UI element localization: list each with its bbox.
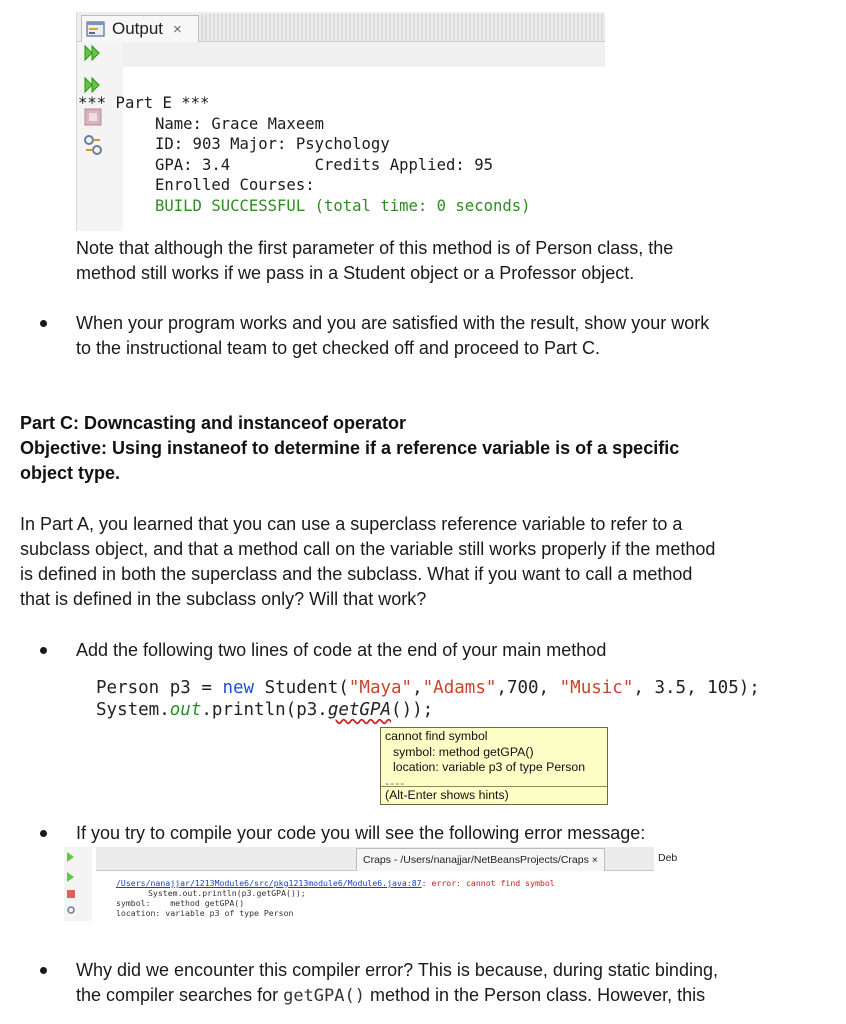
bullet-why-text: method in the Person class. However, this (364, 985, 706, 1005)
console-line-5: Enrolled Courses: (155, 176, 315, 194)
console-build-line (155, 196, 531, 217)
code-text: Student( (254, 678, 349, 698)
code-text: .println(p3. (201, 700, 328, 720)
code-error-method: getGPA (327, 700, 392, 720)
code-string: "Music" (559, 678, 634, 698)
part-c-title: Part C: Downcasting and instanceof operator (20, 413, 407, 433)
tab-debugger[interactable]: Deb (658, 852, 678, 864)
bullet-why-line-2 (76, 983, 718, 1009)
tooltip-symbol: symbol: method getGPA() (393, 744, 534, 759)
output2-tab-bar (96, 847, 678, 871)
console-line-2: Name: Grace Maxeem (155, 114, 324, 133)
code-line-2 (96, 699, 433, 721)
bullet-dot (40, 647, 47, 654)
output-header-strip (123, 42, 605, 67)
code-line-1 (96, 677, 760, 699)
bullet-checkoff-line-1: When your program works and you are satisfied with the result, show your work (76, 313, 710, 333)
code-text: , (412, 678, 423, 698)
rerun-icon[interactable] (66, 871, 76, 883)
code-text: , 3.5, 105); (633, 678, 760, 698)
error-code-line: System.out.println(p3.getGPA()); (148, 888, 306, 898)
error-file-link[interactable]: /Users/nanajjar/1213Module6/src/pkg1213module6/Module6.java:87 (116, 878, 422, 888)
code-field: out (169, 700, 202, 720)
note-paragraph (76, 236, 673, 286)
code-text: System. (96, 700, 170, 720)
part-a-line-3: is defined in both the superclass and the subclass. What if you want to call a method (20, 564, 693, 584)
rerun-icon[interactable] (82, 42, 104, 64)
error-location-line: location: variable p3 of type Person (116, 908, 294, 918)
tooltip-message: cannot find symbol (385, 729, 488, 743)
close-icon[interactable]: × (173, 20, 182, 38)
part-c-objective-line-1: Objective: Using instaneof to determine if a reference variable is of a specific (20, 438, 680, 458)
stop-icon[interactable] (66, 889, 76, 899)
bullet-compile-error: If you try to compile your code you will see the following error message: (76, 823, 646, 843)
bullet-dot (40, 967, 47, 974)
bullet-dot (40, 830, 47, 837)
tab-bar-background (201, 14, 605, 41)
part-a-line-1: In Part A, you learned that you can use a superclass reference variable to refer to a (20, 514, 683, 534)
bullet-dot (40, 320, 47, 327)
part-a-paragraph (20, 512, 715, 612)
part-a-line-2: subclass object, and that a method call on the variable still works properly if the method (20, 539, 716, 559)
error-tooltip (380, 727, 608, 805)
tooltip-hint[interactable]: (Alt-Enter shows hints) (381, 786, 607, 804)
output-window-icon (86, 20, 106, 38)
tab-output-label: Output (112, 19, 164, 38)
console-line-4: GPA: 3.4 Credits Applied: 95 (155, 155, 493, 174)
settings-icon[interactable] (82, 134, 104, 156)
settings-icon[interactable] (66, 905, 76, 915)
bullet-checkoff (76, 311, 709, 361)
error-line-1 (116, 878, 555, 888)
code-text: ()); (391, 700, 434, 720)
bullet-why-line-1: Why did we encounter this compiler error? This is because, during static binding, (76, 960, 718, 980)
error-symbol-line: symbol: method getGPA() (116, 898, 245, 908)
tooltip-separator: ---- (385, 775, 406, 790)
note-line-1: Note that although the first parameter of this method is of Person class, the (76, 238, 674, 258)
error-message: : error: cannot find symbol (421, 878, 555, 888)
bullet-checkoff-line-2: to the instructional team to get checked off and proceed to Part C. (76, 338, 600, 358)
bullet-why-text: the compiler searches for (76, 985, 284, 1005)
build-successful-text: BUILD SUCCESSFUL (total time: 0 seconds) (155, 196, 531, 215)
code-string: "Adams" (422, 678, 497, 698)
output2-side-toolbar (64, 847, 92, 921)
bullet-add-code: Add the following two lines of code at the end of your main method (76, 640, 607, 660)
console-line-1: *** Part E *** (78, 94, 210, 112)
part-c-objective-line-2: object type. (20, 463, 121, 483)
bullet-why (76, 958, 718, 1009)
console-line-3: ID: 903 Major: Psychology (155, 135, 390, 153)
rerun-icon[interactable] (66, 851, 76, 863)
code-text: ,700, (496, 678, 560, 698)
tab-output[interactable] (81, 15, 199, 42)
tab-craps[interactable]: Craps - /Users/nanajjar/NetBeansProjects/Craps × (356, 848, 605, 871)
code-string: "Maya" (348, 678, 413, 698)
part-a-line-4: that is defined in the subclass only? Will that work? (20, 589, 427, 609)
output-tab-bar (77, 12, 605, 42)
inline-code-getgpa: getGPA() (283, 986, 365, 1006)
note-line-2: method still works if we pass in a Student object or a Professor object. (76, 263, 635, 283)
tooltip-location: location: variable p3 of type Person (393, 760, 586, 774)
code-text: Person p3 = (96, 678, 223, 698)
code-keyword: new (222, 678, 255, 698)
